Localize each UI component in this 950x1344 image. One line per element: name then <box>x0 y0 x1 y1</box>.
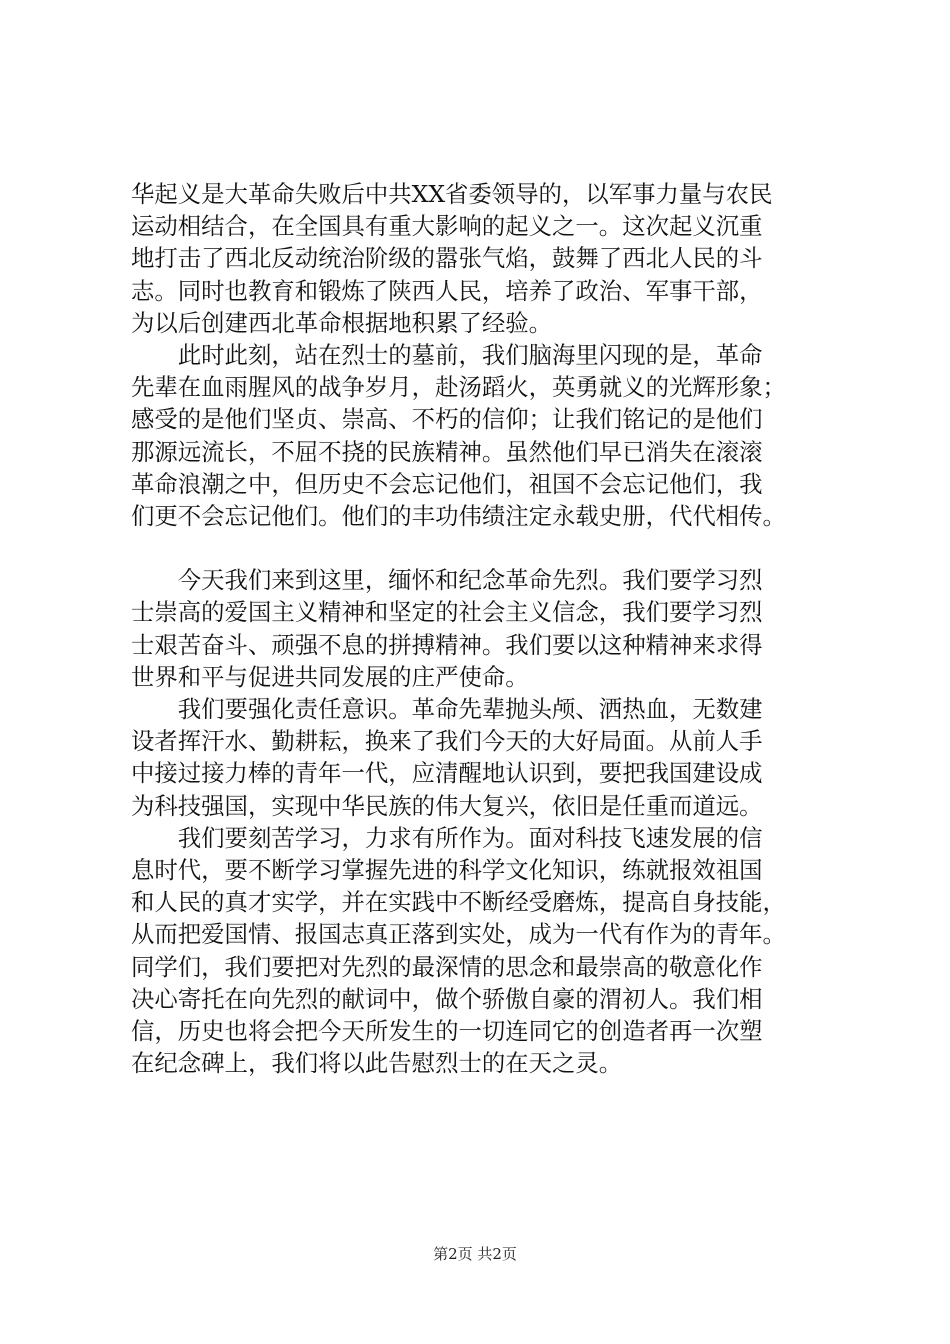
text-line: 和人民的真才实学，并在实践中不断经受磨炼，提高自身技能， <box>131 888 786 917</box>
text-line: 此时此刻，站在烈士的墓前，我们脑海里闪现的是，革命 <box>131 340 763 369</box>
text-line: 志。同时也教育和锻炼了陕西人民，培养了政治、军事干部， <box>131 276 763 305</box>
text-line: 我们要强化责任意识。革命先辈抛头颅、洒热血，无数建 <box>131 695 763 723</box>
text-line: 从而把爱国情、报国志真正落到实处，成为一代有作为的青年。 <box>131 920 786 949</box>
text-line: 们更不会忘记他们。他们的丰功伟绩注定永载史册，代代相传。 <box>131 501 786 530</box>
text-line: 华起义是大革命失败后中共XX省委领导的，以军事力量与农民 <box>131 180 773 208</box>
text-line: 感受的是他们坚贞、崇高、不朽的信仰；让我们铭记的是他们 <box>131 405 763 434</box>
text-line: 为科技强国，实现中华民族的伟大复兴，依旧是任重而道远。 <box>131 791 763 820</box>
text-line: 运动相结合，在全国具有重大影响的起义之一。这次起义沉重 <box>131 212 763 241</box>
text-line: 今天我们来到这里，缅怀和纪念革命先烈。我们要学习烈 <box>131 566 763 595</box>
text-line: 那源远流长，不屈不挠的民族精神。虽然他们早已消失在滚滚 <box>131 437 763 466</box>
text-line: 革命浪潮之中，但历史不会忘记他们，祖国不会忘记他们，我 <box>131 469 763 498</box>
paragraph-gap <box>131 532 851 564</box>
text-line: 地打击了西北反动统治阶级的嚣张气焰，鼓舞了西北人民的斗 <box>131 244 763 273</box>
text-line: 世界和平与促进共同发展的庄严使命。 <box>131 662 529 691</box>
text-line: 士艰苦奋斗、顽强不息的拼搏精神。我们要以这种精神来求得 <box>131 630 763 659</box>
page-number: 第2页 共2页 <box>433 1245 517 1263</box>
text-line: 我们要刻苦学习，力求有所作为。面对科技飞速发展的信 <box>131 823 763 852</box>
text-line: 中接过接力棒的青年一代，应清醒地认识到，要把我国建设成 <box>131 759 763 788</box>
text-line: 士崇高的爱国主义精神和坚定的社会主义信念，我们要学习烈 <box>131 598 763 627</box>
text-line: 决心寄托在向先烈的献词中，做个骄傲自豪的渭初人。我们相 <box>131 984 763 1013</box>
text-line: 同学们，我们要把对先烈的最深情的思念和最崇高的敬意化作 <box>131 952 763 981</box>
text-line: 在纪念碑上，我们将以此告慰烈士的在天之灵。 <box>131 1049 623 1078</box>
text-line: 信，历史也将会把今天所发生的一切连同它的创造者再一次塑 <box>131 1016 763 1045</box>
text-line: 息时代，要不断学习掌握先进的科学文化知识，练就报效祖国 <box>131 855 763 884</box>
text-line: 设者挥汗水、勤耕耘，换来了我们今天的大好局面。从前人手 <box>131 727 763 756</box>
text-line: 为以后创建西北革命根据地积累了经验。 <box>131 308 553 337</box>
text-line: 先辈在血雨腥风的战争岁月，赴汤蹈火，英勇就义的光辉形象； <box>131 373 786 402</box>
page-footer <box>0 1244 950 1264</box>
document-body <box>131 178 851 1079</box>
